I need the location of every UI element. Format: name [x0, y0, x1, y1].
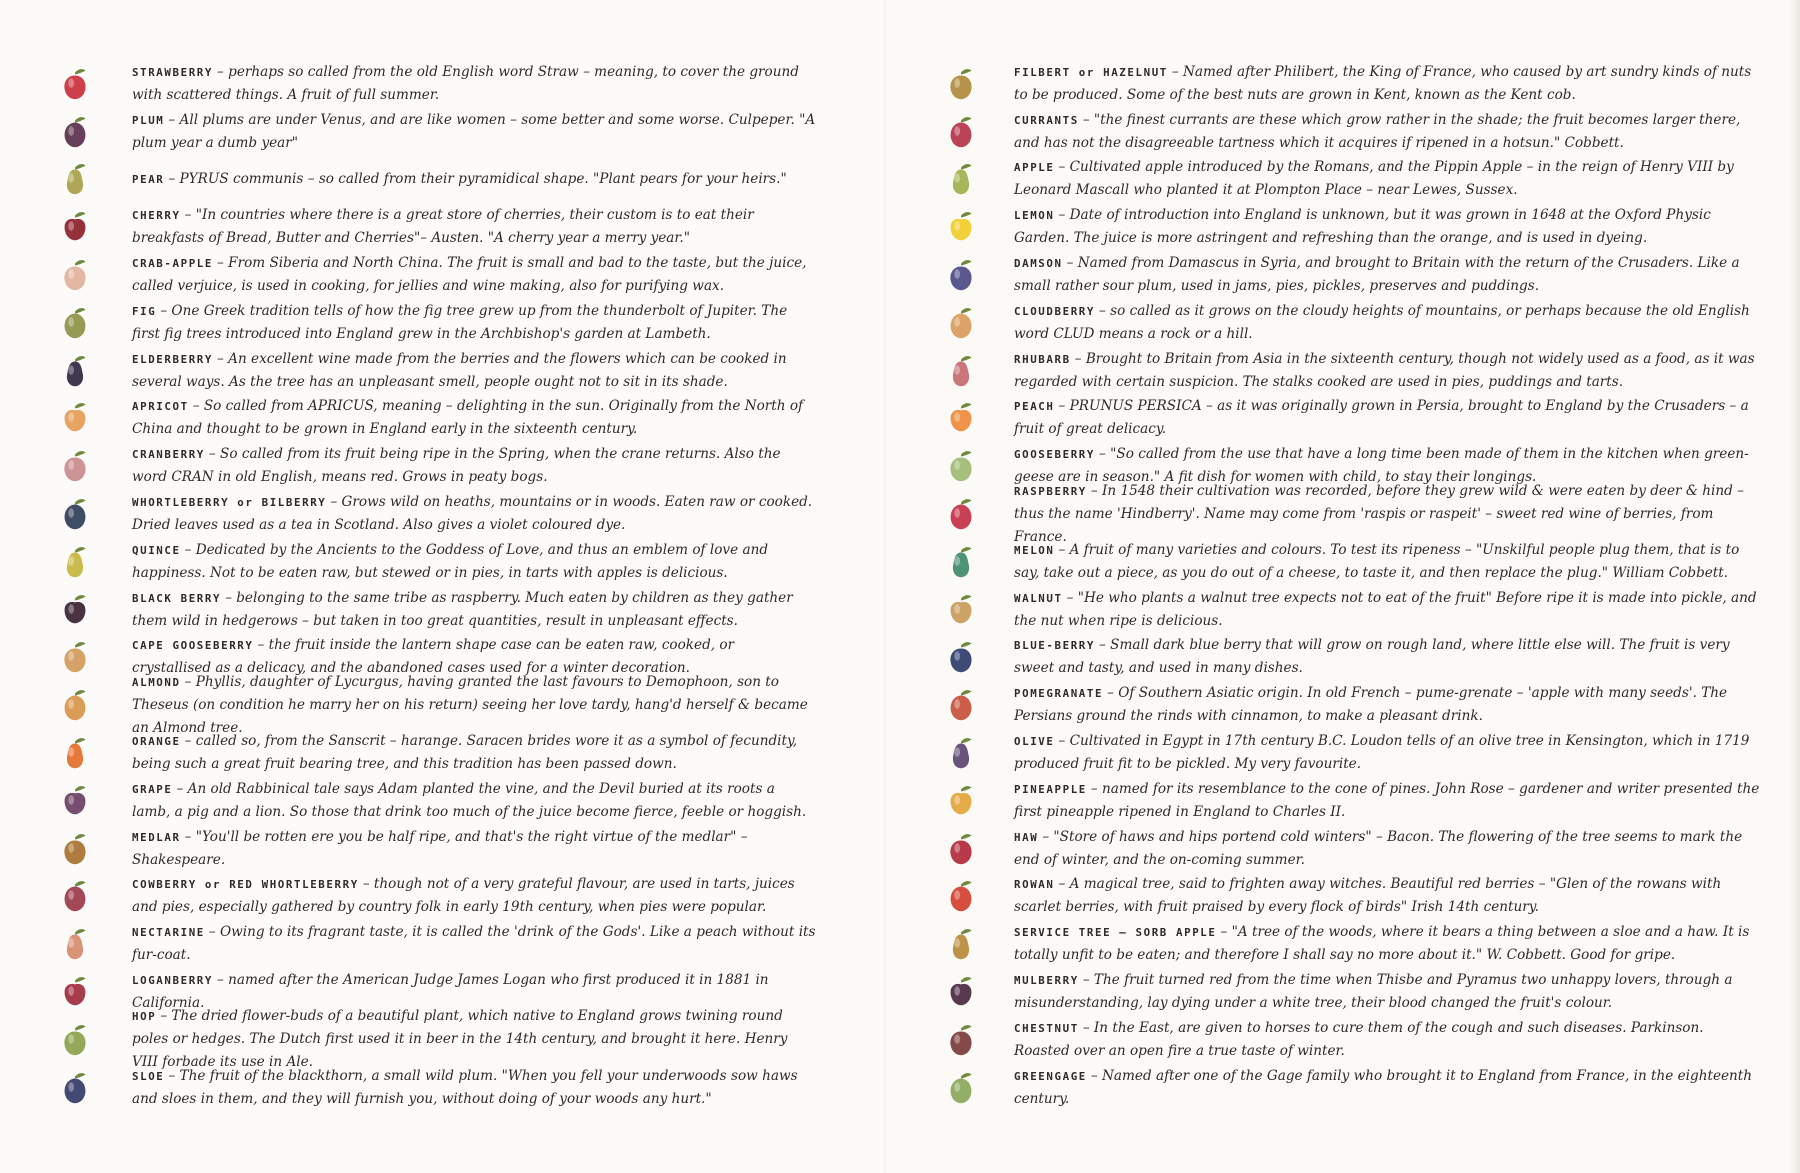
fruit-description: – "A tree of the woods, where it bears a thing between a sloe and a haw. It is totally unfit to be eaten; and therefore I shall say no more about it." W. Cobbett. Good for gripe. [1014, 924, 1750, 964]
fruit-name: RASPBERRY [1014, 484, 1087, 498]
chestnut-icon [942, 1021, 980, 1059]
left-entry [56, 586, 816, 634]
fruit-description: – One Greek tradition tells of how the fig tree grew up from the thunderbolt of Jupiter. The first fig trees introduced into England grew in the Archbishop's garden at Lambeth. [132, 302, 788, 342]
fruit-name: SERVICE TREE – SORB APPLE [1014, 926, 1217, 940]
left-entry [56, 777, 816, 825]
right-page [888, 0, 1800, 1173]
cloudberry-icon [942, 304, 980, 342]
entry-text [132, 873, 816, 919]
entry-text [1014, 539, 1762, 585]
left-entry [56, 873, 816, 921]
fruit-name: FILBERT or HAZELNUT [1014, 65, 1168, 79]
fruit-name: LEMON [1014, 209, 1055, 223]
melon-icon [942, 543, 980, 581]
fruit-description: – Dedicated by the Ancients to the Goddess of Love, and thus an emblem of love and happiness. Not to be eaten raw, but stewed or in pies, in tarts with apples is delicious. [132, 541, 769, 581]
fruit-description: – The dried flower-buds of a beautiful plant, which native to England grows twining round poles or hedges. The Dutch first used it in beer in the 14th century, and brought it here. Henry VIII forbade its use in Ale. [132, 1008, 788, 1071]
pear-icon [56, 160, 94, 198]
entry-text [1014, 730, 1762, 776]
grape-icon [56, 782, 94, 820]
orange-icon [56, 734, 94, 772]
entry-text [132, 395, 816, 441]
right-entry [942, 347, 1762, 395]
fruit-name: ROWAN [1014, 878, 1055, 892]
right-entry [942, 299, 1762, 347]
hop-icon [56, 1021, 94, 1059]
left-entry [56, 729, 816, 777]
entry-text [1014, 969, 1762, 1015]
fruit-description: – Owing to its fragrant taste, it is called the 'drink of the Gods'. Like a peach without its fur-coat. [132, 924, 816, 964]
fruit-description: – so called as it grows on the cloudy heights of mountains, or perhaps because the old English word CLUD means a rock or a hill. [1014, 302, 1750, 342]
left-entry [56, 442, 816, 490]
left-entry [56, 825, 816, 873]
left-entry-list [56, 60, 816, 1112]
fruit-name: MULBERRY [1014, 974, 1079, 988]
fruit-name: RHUBARB [1014, 352, 1071, 366]
lemon-icon [942, 208, 980, 246]
entry-text [132, 348, 816, 394]
entry-text [1014, 300, 1762, 346]
strawberry-icon [56, 65, 94, 103]
fruit-description: – perhaps so called from the old English word Straw – meaning, to cover the ground with scattered things. A fruit of full summer. [132, 63, 799, 103]
fruit-description: – belonging to the same tribe as raspberry. Much eaten by children as they gather them wild in hedgerows – but taken in too great quantities, result in unpleasant effects. [132, 589, 793, 629]
entry-text [132, 491, 816, 537]
left-entry [56, 490, 816, 538]
fruit-description: – Named from Damascus in Syria, and brought to Britain with the return of the Crusaders. Like a small rather sour plum, used in jams, pies, pickles, preserves and puddings. [1014, 255, 1740, 295]
fruit-name: WALNUT [1014, 591, 1063, 605]
fruit-name: NECTARINE [132, 926, 205, 940]
fruit-name: CHERRY [132, 209, 181, 223]
right-entry [942, 1064, 1762, 1112]
elderberry-icon [56, 352, 94, 390]
fruit-description: – Date of introduction into England is unknown, but it was grown in 1648 at the Oxford Physic Garden. The juice is more astringent and refreshing than the orange, and is used in dyeing. [1014, 207, 1711, 247]
fruit-name: MEDLAR [132, 830, 181, 844]
fruit-name: LOGANBERRY [132, 974, 214, 988]
fruit-description: – "Store of haws and hips portend cold winters" – Bacon. The flowering of the tree seems to mark the end of winter, and the on-coming summer. [1014, 828, 1743, 868]
right-entry [942, 777, 1762, 825]
fruit-description: – "He who plants a walnut tree expects not to eat of the fruit" Before ripe it is made into pickle, and the nut when ripe is delicious. [1014, 589, 1757, 629]
right-entry [942, 203, 1762, 251]
entry-text [1014, 348, 1762, 394]
entry-text [132, 109, 816, 155]
left-entry [56, 299, 816, 347]
olive-icon [942, 734, 980, 772]
cape-gooseberry-icon [56, 638, 94, 676]
fruit-description: – "In countries where there is a great store of cherries, their custom is to eat their breakfasts of Bread, Butter and Cherries"– Austen. "A cherry year a merry year." [132, 207, 754, 247]
left-entry [56, 1064, 816, 1112]
entry-text [132, 61, 816, 107]
apricot-icon [56, 399, 94, 437]
fruit-description: – named after the American Judge James Logan who first produced it in 1881 in California. [132, 972, 769, 1012]
filbert-icon [942, 65, 980, 103]
entry-text [1014, 109, 1762, 155]
entry-text [1014, 778, 1762, 824]
sloe-icon [56, 1069, 94, 1107]
fruit-name: MELON [1014, 543, 1055, 557]
medlar-icon [56, 830, 94, 868]
entry-text [132, 443, 816, 489]
greengage-icon [942, 1069, 980, 1107]
fruit-description: – "So called from the use that have a long time been made of them in the kitchen when green-geese are in season." A fit dish for women with child, to stay their longings. [1014, 446, 1749, 486]
whortleberry-icon [56, 495, 94, 533]
fruit-name: GRAPE [132, 782, 173, 796]
fruit-description: – An old Rabbinical tale says Adam planted the vine, and the Devil buried at its roots a lamb, a pig and a lion. So those that drink too much of the juice become fierce, feeble or hoggish. [132, 780, 807, 820]
fruit-name: PEAR [132, 172, 165, 186]
blackberry-icon [56, 591, 94, 629]
left-entry [56, 1008, 816, 1071]
fruit-name: OLIVE [1014, 735, 1055, 749]
cowberry-icon [56, 877, 94, 915]
haw-icon [942, 830, 980, 868]
fruit-name: COWBERRY or RED WHORTLEBERRY [132, 878, 359, 892]
fruit-name: POMEGRANATE [1014, 687, 1104, 701]
fruit-name: SLOE [132, 1069, 165, 1083]
entry-text [1014, 587, 1762, 633]
right-entry [942, 108, 1762, 156]
left-entry [56, 156, 816, 204]
entry-text [132, 204, 816, 250]
left-entry [56, 60, 816, 108]
pineapple-icon [942, 782, 980, 820]
fruit-name: CHESTNUT [1014, 1021, 1079, 1035]
entry-text [1014, 252, 1762, 298]
entry-text [132, 587, 816, 633]
entry-text [1014, 1065, 1762, 1111]
entry-text [1014, 61, 1762, 107]
fruit-description: – "the finest currants are these which grow rather in the shade; the fruit becomes larger there, and has not the disagreeable tartness which it acquires if ripened in a hotsun." Cobbett. [1014, 111, 1741, 151]
fruit-name: BLUE-BERRY [1014, 639, 1096, 653]
right-entry [942, 920, 1762, 968]
fig-icon [56, 304, 94, 342]
fruit-name: ALMOND [132, 675, 181, 689]
entry-text [1014, 1017, 1762, 1063]
entry-text [132, 778, 816, 824]
fruit-description: – Brought to Britain from Asia in the sixteenth century, though not widely used as a food, as it was regarded with certain suspicion. The stalks cooked are used in pies, puddings and tarts. [1014, 350, 1755, 390]
fruit-name: STRAWBERRY [132, 65, 214, 79]
fruit-description: – The fruit of the blackthorn, a small wild plum. "When you fell your underwoods sow haws and sloes in them, and they will furnish you, without doing of your woods any hurt." [132, 1067, 798, 1107]
fruit-name: GREENGAGE [1014, 1069, 1087, 1083]
right-entry [942, 729, 1762, 777]
fruit-description: – An excellent wine made from the berries and the flowers which can be cooked in several ways. As the tree has an unpleasant smell, people ought not to sit in its shade. [132, 350, 787, 390]
cranberry-icon [56, 447, 94, 485]
rhubarb-icon [942, 352, 980, 390]
entry-text [1014, 156, 1762, 202]
right-entry [942, 825, 1762, 873]
left-entry [56, 108, 816, 156]
right-entry [942, 1016, 1762, 1064]
fruit-description: – All plums are under Venus, and are like women – some better and some worse. Culpeper. "A plum year a dumb year" [132, 111, 816, 151]
blueberry-icon [942, 638, 980, 676]
fruit-description: – From Siberia and North China. The fruit is small and bad to the taste, but the juice, called verjuice, is used in cooking, for jellies and wine making, also for purifying wax. [132, 255, 807, 295]
fruit-name: CLOUDBERRY [1014, 304, 1096, 318]
gooseberry-icon [942, 447, 980, 485]
entry-text [1014, 395, 1762, 441]
fruit-description: – A fruit of many varieties and colours. To test its ripeness – "Unskilful people plug them, that is to say, take out a piece, as you do out of a cheese, to taste it, and then replace the plug." William Cobbett. [1014, 541, 1740, 581]
fruit-description: – Cultivated apple introduced by the Romans, and the Pippin Apple – in the reign of Henry VIII by Leonard Mascall who planted it at Plompton Place – near Lewes, Sussex. [1014, 159, 1734, 199]
fruit-name: ELDERBERRY [132, 352, 214, 366]
right-entry [942, 251, 1762, 299]
fruit-description: – Phyllis, daughter of Lycurgus, having granted the last favours to Demophoon, son to Theseus (on condition he marry her on his return) seeing her love tardy, hang'd herself & became an Almond tree. [132, 673, 808, 736]
entry-text [132, 300, 816, 346]
entry-text [1014, 921, 1762, 967]
left-page [0, 0, 888, 1173]
fruit-name: PINEAPPLE [1014, 782, 1087, 796]
fruit-name: CRAB-APPLE [132, 257, 214, 271]
nectarine-icon [56, 925, 94, 963]
damson-icon [942, 256, 980, 294]
fruit-description: – PRUNUS PERSICA – as it was originally grown in Persia, brought to England by the Crusaders – a fruit of great delicacy. [1014, 398, 1749, 438]
currants-icon [942, 113, 980, 151]
fruit-description: – Cultivated in Egypt in 17th century B.C. Loudon tells of an olive tree in Kensington, which in 1719 produced fruit fit to be pickled. My very favourite. [1014, 733, 1750, 773]
apple-icon [942, 160, 980, 198]
fruit-name: HOP [132, 1010, 157, 1024]
right-entry [942, 634, 1762, 682]
fruit-name: CRANBERRY [132, 448, 205, 462]
fruit-description: – named for its resemblance to the cone of pines. John Rose – gardener and writer presented the first pineapple ripened in England to Charles II. [1014, 780, 1760, 820]
entry-text [1014, 204, 1762, 250]
peach-icon [942, 399, 980, 437]
plum-icon [56, 113, 94, 151]
entry-text [132, 826, 816, 872]
fruit-name: WHORTLEBERRY or BILBERRY [132, 496, 327, 510]
fruit-description: – In the East, are given to horses to cure them of the cough and such diseases. Parkinson. Roasted over an open fire a true taste of winter. [1014, 1019, 1704, 1059]
fruit-description: – though not of a very grateful flavour, are used in tarts, juices and pies, especially gathered by country folk in early 19th century, when pies were popular. [132, 876, 795, 916]
cherry-icon [56, 208, 94, 246]
walnut-icon [942, 591, 980, 629]
fruit-name: HAW [1014, 830, 1039, 844]
fruit-description: – Named after one of the Gage family who brought it to England from France, in the eighteenth century. [1014, 1067, 1753, 1107]
right-entry [942, 482, 1762, 545]
right-entry [942, 873, 1762, 921]
fruit-description: – The fruit turned red from the time when Thisbe and Pyramus two unhappy lovers, through a misunderstanding, lay dying under a white tree, their blood changed the fruit's colour. [1014, 972, 1733, 1012]
mulberry-icon [942, 973, 980, 1011]
fruit-name: PLUM [132, 113, 165, 127]
right-entry [942, 681, 1762, 729]
fruit-name: GOOSEBERRY [1014, 448, 1096, 462]
fruit-description: – called so, from the Sanscrit – harange. Saracen brides wore it as a symbol of fecundity, being such a great fruit bearing tree, and this tradition has been passed down. [132, 733, 798, 773]
fruit-name: QUINCE [132, 543, 181, 557]
right-entry [942, 395, 1762, 443]
fruit-description: – So called from APRICUS, meaning – delighting in the sun. Originally from the North of China and thought to be grown in England early in the sixteenth century. [132, 398, 804, 438]
fruit-name: APPLE [1014, 161, 1055, 175]
fruit-description: – A magical tree, said to frighten away witches. Beautiful red berries – "Glen of the rowans with scarlet berries, with fruit praised by every flock of birds" Irish 14th century. [1014, 876, 1722, 916]
left-entry [56, 673, 816, 736]
fruit-description: – the fruit inside the lantern shape case can be eaten raw, cooked, or crystallised as a delicacy, and the abandoned cases used for a winter decoration. [132, 637, 735, 677]
fruit-description: – Grows wild on heaths, mountains or in woods. Eaten raw or cooked. Dried leaves used as a tea in Scotland. Also gives a violet coloured dye. [132, 494, 813, 534]
right-entry-list [942, 60, 1762, 1112]
loganberry-icon [56, 973, 94, 1011]
almond-icon [56, 686, 94, 724]
entry-text [132, 1065, 816, 1111]
right-entry [942, 60, 1762, 108]
entry-text [132, 539, 816, 585]
left-entry [56, 251, 816, 299]
entry-text [1014, 826, 1762, 872]
left-entry [56, 538, 816, 586]
fruit-name: ORANGE [132, 735, 181, 749]
left-entry [56, 395, 816, 443]
entry-text [1014, 634, 1762, 680]
left-entry [56, 920, 816, 968]
right-entry [942, 156, 1762, 204]
fruit-description: – "You'll be rotten ere you be half ripe, and that's the right virtue of the medlar" – Shakespeare. [132, 828, 748, 868]
left-entry [56, 347, 816, 395]
entry-text [132, 921, 816, 967]
fruit-description: – In 1548 their cultivation was recorded, before they grew wild & were eaten by deer & hind – thus the name 'Hindberry'. Name may come from 'raspis or raspeit' – sweet red wine of berries, from France. [1014, 482, 1744, 545]
fruit-description: – So called from its fruit being ripe in the Spring, when the crane returns. Also the word CRAN in old English, means red. Grows in peaty bogs. [132, 446, 781, 486]
fruit-name: CURRANTS [1014, 113, 1079, 127]
rowan-icon [942, 877, 980, 915]
entry-text [1014, 873, 1762, 919]
left-entry [56, 203, 816, 251]
right-entry [942, 968, 1762, 1016]
entry-text [132, 168, 787, 191]
fruit-name: BLACK BERRY [132, 591, 222, 605]
fruit-name: PEACH [1014, 400, 1055, 414]
raspberry-icon [942, 495, 980, 533]
fruit-description: – PYRUS communis – so called from their pyramidical shape. "Plant pears for your heirs." [168, 170, 787, 187]
entry-text [1014, 682, 1762, 728]
pomegranate-icon [942, 686, 980, 724]
entry-text [132, 730, 816, 776]
fruit-description: – Named after Philibert, the King of France, who caused by art sundry kinds of nuts to be produced. Some of the best nuts are grown in Kent, known as the Kent cob. [1014, 63, 1752, 103]
quince-icon [56, 543, 94, 581]
right-entry [942, 586, 1762, 634]
fruit-name: FIG [132, 304, 157, 318]
fruit-description: – Of Southern Asiatic origin. In old French – pume-grenate – 'apple with many seeds'. The Persians ground the rinds with cinnamon, to make a pleasant drink. [1014, 685, 1728, 725]
page-edge [1790, 0, 1800, 1173]
fruit-name: DAMSON [1014, 257, 1063, 271]
fruit-name: APRICOT [132, 400, 189, 414]
crab-apple-icon [56, 256, 94, 294]
fruit-description: – Small dark blue berry that will grow on rough land, where little else will. The fruit is very sweet and tasty, and used in many dishes. [1014, 637, 1730, 677]
right-entry [942, 538, 1762, 586]
entry-text [132, 252, 816, 298]
service-tree-icon [942, 925, 980, 963]
fruit-name: CAPE GOOSEBERRY [132, 639, 254, 653]
